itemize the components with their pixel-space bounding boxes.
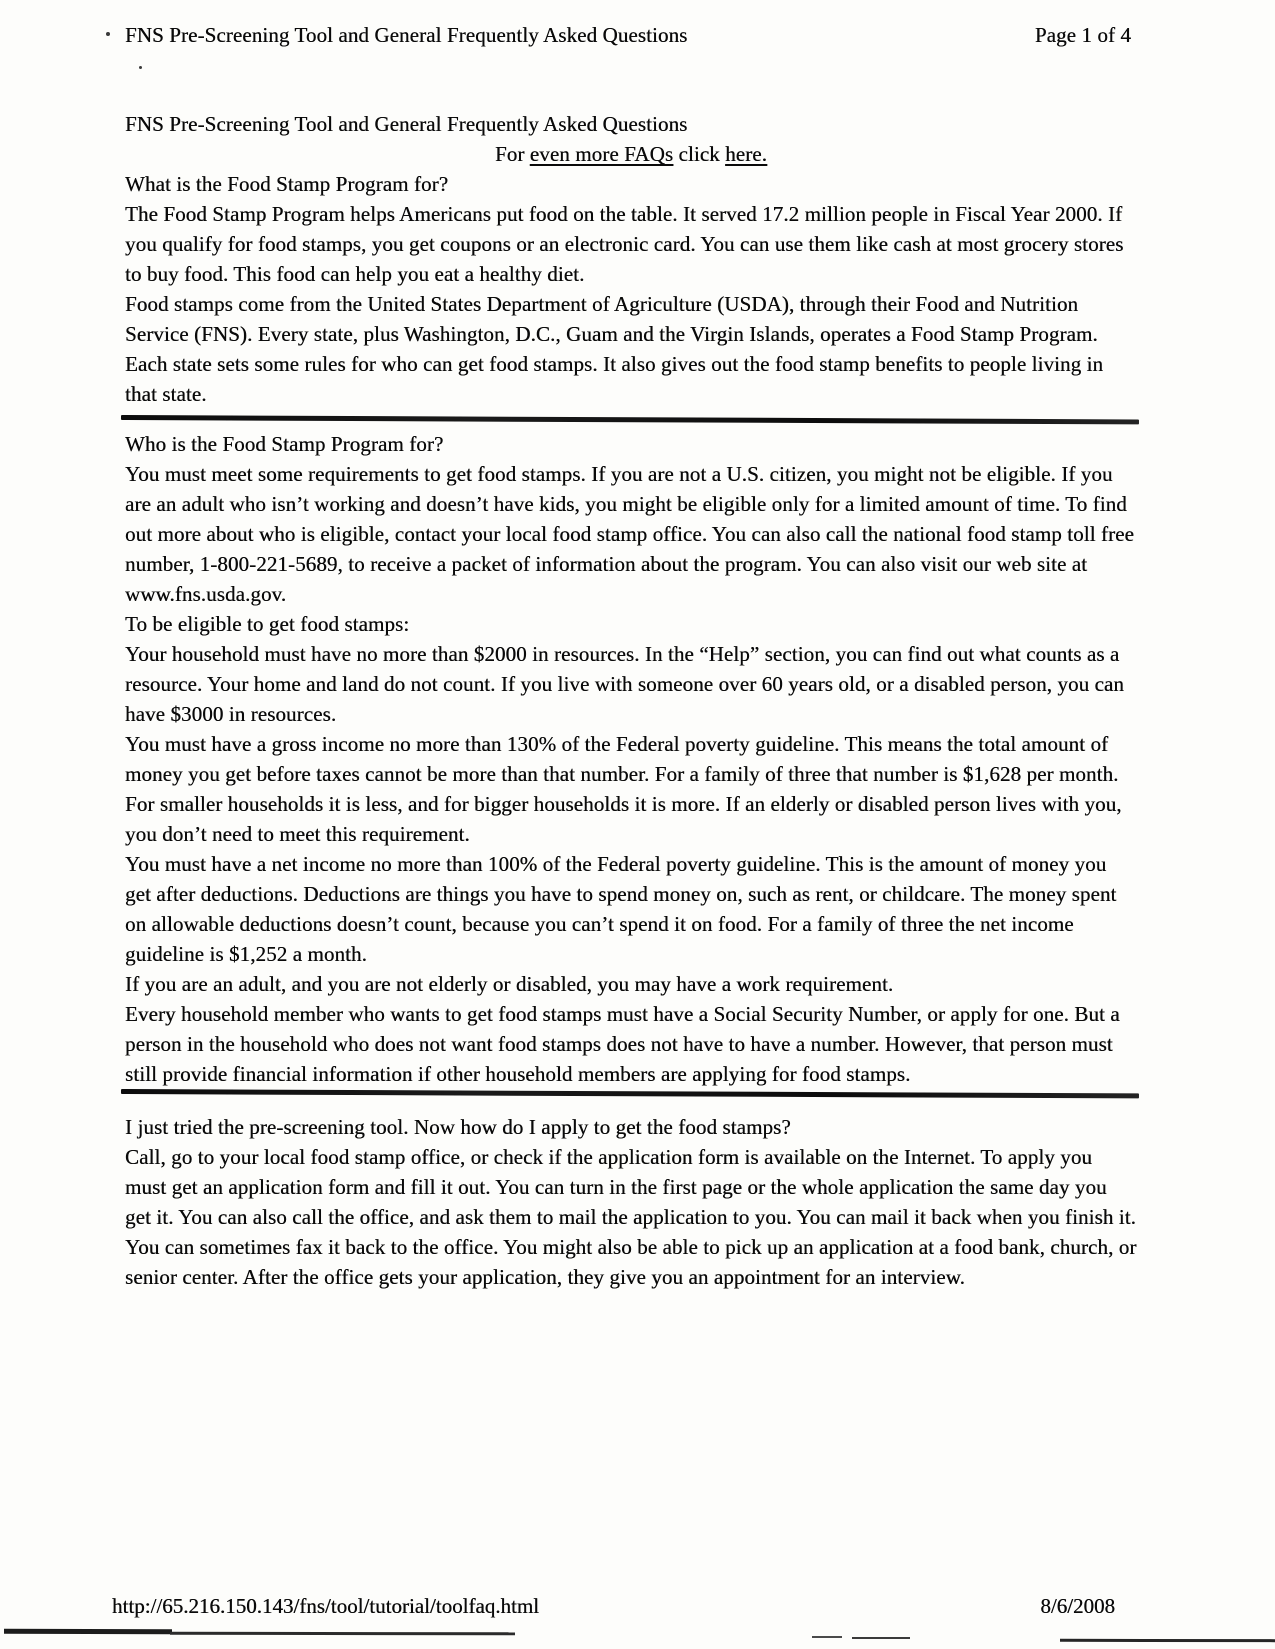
paragraph: Every household member who wants to get food stamps must have a Social Security Number, or apply for one. But a person in the household who does not want food stamps does not have to have a number. However, that person must still provide financial information if other household members are applying for food stamps. [125,1002,1120,1086]
subheading: To be eligible to get food stamps: [125,612,410,636]
scan-artifact-line [852,1637,910,1639]
scan-artifact-line [4,1629,172,1634]
paragraph: Call, go to your local food stamp office, or check if the application form is available on the Internet. To apply you must get an application form and fill it out. You can turn in the first page or the whole application the same day you get it. You can also call the office, and ask them to mail the application to you. You can mail it back when you finish it. You can sometimes fax it back to the office. You might also be able to pick up an application at a food bank, church, or senior center. After the office gets your application, they give you an appointment for an interview. [125,1145,1137,1289]
print-header-title: FNS Pre-Screening Tool and General Frequently Asked Questions [125,23,688,47]
faq-line-prefix: For [494,142,530,166]
question-heading: What is the Food Stamp Program for? [125,172,449,196]
footer-url: http://65.216.150.143/fns/tool/tutorial/toolfaq.html [112,1594,539,1618]
section-divider [121,1089,1139,1098]
paragraph: If you are an adult, and you are not elderly or disabled, you may have a work requirement. [125,972,894,996]
print-header [125,20,1137,50]
scan-artifact-line [170,1632,515,1636]
faq-line-middle: click [673,142,726,166]
paragraph: Food stamps come from the United States Department of Agriculture (USDA), through their Food and Nutrition Service (FNS). Every state, plus Washington, D.C., Guam and the Virgin Islands, operates a Food Stamp Program. Each state sets some rules for who can get food stamps. It also gives out the food stamp benefits to people living in that state. [125,292,1104,406]
print-footer [112,1591,1115,1621]
paragraph: You must have a gross income no more than 130% of the Federal poverty guideline. This means the total amount of money you get before taxes cannot be more than that number. For a family of three that number is $1,628 per month. For smaller households it is less, and for bigger households it is more. If an elderly or disabled person lives with you, you don’t need to meet this requirement. [125,732,1122,846]
footer-date: 8/6/2008 [1040,1594,1115,1618]
scan-artifact-line [812,1636,842,1638]
here-link[interactable]: here. [725,142,768,166]
even-more-faqs-link[interactable]: even more FAQs [529,142,674,166]
paragraph: You must have a net income no more than 100% of the Federal poverty guideline. This is the amount of money you get after deductions. Deductions are things you have to spend money on, such as rent, or childcare. The money spent on allowable deductions doesn’t count, because you can’t spend it on food. For a family of three the net income guideline is $1,252 a month. [125,852,1117,966]
question-heading: Who is the Food Stamp Program for? [125,432,444,456]
page-content [125,20,1137,1292]
scan-artifact-line [1060,1639,1275,1642]
paragraph: Your household must have no more than $2000 in resources. In the “Help” section, you can find out what counts as a resource. Your home and land do not count. If you live with someone over 60 years old, or a disabled person, you can have $3000 in resources. [125,642,1124,726]
scan-artifact-dot [106,32,110,36]
faq-link-line [125,139,1137,169]
document-title: FNS Pre-Screening Tool and General Frequently Asked Questions [125,112,688,136]
paragraph: The Food Stamp Program helps Americans put food on the table. It served 17.2 million people in Fiscal Year 2000. If you qualify for food stamps, you get coupons or an electronic card. You can use them like cash at most grocery stores to buy food. This food can help you eat a healthy diet. [125,202,1124,286]
print-header-page-number: Page 1 of 4 [1034,23,1131,47]
section-divider [121,415,1139,424]
question-heading: I just tried the pre-screening tool. Now how do I apply to get the food stamps? [125,1115,791,1139]
paragraph: You must meet some requirements to get food stamps. If you are not a U.S. citizen, you might not be eligible. If you are an adult who isn’t working and doesn’t have kids, you might be eligible only for a limited amount of time. To find out more about who is eligible, contact your local food stamp office. You can also call the national food stamp toll free number, 1-800-221-5689, to receive a packet of information about the program. You can also visit our web site at www.fns.usda.gov. [125,462,1134,606]
